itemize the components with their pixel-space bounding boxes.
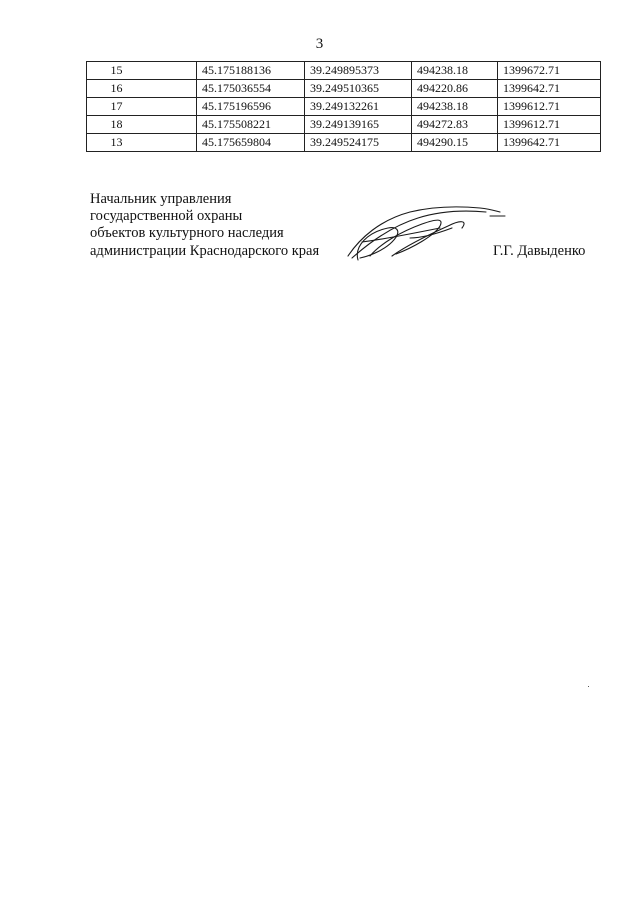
point-number-cell: 13 — [87, 134, 197, 152]
point-number-cell: 16 — [87, 80, 197, 98]
point-number-cell: 17 — [87, 98, 197, 116]
coordinates-table — [86, 61, 601, 152]
latitude-cell: 45.175036554 — [197, 80, 305, 98]
position-line: объектов культурного наследия — [90, 225, 284, 242]
signer-name: Г.Г. Давыденко — [493, 243, 586, 259]
table-row — [87, 98, 601, 116]
signatory-position — [90, 191, 319, 260]
longitude-cell: 39.249139165 — [305, 116, 412, 134]
table-row — [87, 134, 601, 152]
x-coordinate-cell: 494290.15 — [412, 134, 498, 152]
table-row — [87, 62, 601, 80]
latitude-cell: 45.175508221 — [197, 116, 305, 134]
longitude-cell: 39.249510365 — [305, 80, 412, 98]
point-number-cell: 15 — [87, 62, 197, 80]
y-coordinate-cell: 1399612.71 — [498, 116, 601, 134]
x-coordinate-cell: 494220.86 — [412, 80, 498, 98]
latitude-cell: 45.175659804 — [197, 134, 305, 152]
point-number-cell: 18 — [87, 116, 197, 134]
longitude-cell: 39.249895373 — [305, 62, 412, 80]
y-coordinate-cell: 1399642.71 — [498, 134, 601, 152]
x-coordinate-cell: 494238.18 — [412, 98, 498, 116]
latitude-cell: 45.175196596 — [197, 98, 305, 116]
y-coordinate-cell: 1399642.71 — [498, 80, 601, 98]
table-row — [87, 116, 601, 134]
position-line: государственной охраны — [90, 208, 243, 225]
y-coordinate-cell: 1399672.71 — [498, 62, 601, 80]
page-number: 3 — [315, 36, 324, 52]
longitude-cell: 39.249524175 — [305, 134, 412, 152]
x-coordinate-cell: 494272.83 — [412, 116, 498, 134]
y-coordinate-cell: 1399612.71 — [498, 98, 601, 116]
scan-speck — [588, 686, 589, 687]
x-coordinate-cell: 494238.18 — [412, 62, 498, 80]
table-row — [87, 80, 601, 98]
latitude-cell: 45.175188136 — [197, 62, 305, 80]
position-line: администрации Краснодарского края — [90, 242, 320, 259]
position-line: Начальник управления — [90, 191, 232, 207]
longitude-cell: 39.249132261 — [305, 98, 412, 116]
